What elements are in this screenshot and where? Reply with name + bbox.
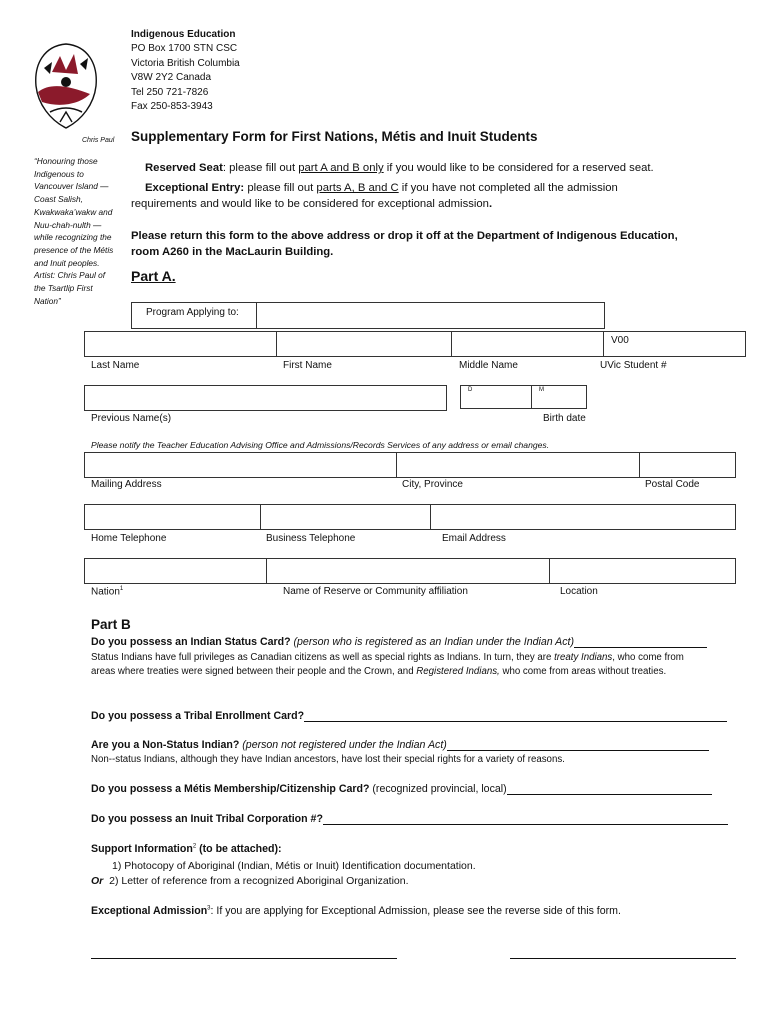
reserved-seat-label: Reserved Seat xyxy=(145,162,223,174)
non-status-description: Non--status Indians, although they have Indian ancestors, have lost their special rights for a variety of reasons. xyxy=(91,754,565,765)
first-name-field[interactable] xyxy=(276,331,452,357)
business-telephone-label: Business Telephone xyxy=(266,533,356,544)
support-option-1: 1) Photocopy of Aboriginal (Indian, Métis or Inuit) Identification documentation. xyxy=(112,860,476,872)
registered-indians-term: Registered Indians, xyxy=(416,666,500,677)
answer-line[interactable] xyxy=(323,813,728,825)
part-b-heading: Part B xyxy=(91,617,131,632)
footnote-marker: 1 xyxy=(119,586,124,592)
home-telephone-field[interactable] xyxy=(84,504,261,530)
support-information-heading xyxy=(91,843,731,855)
email-address-label: Email Address xyxy=(442,533,506,544)
support-label: Support Information xyxy=(91,843,193,855)
program-label: Program Applying to: xyxy=(146,307,239,318)
month-marker: M xyxy=(539,387,544,393)
footnote-marker: 3 xyxy=(207,905,211,912)
question-note: (person not registered under the Indian Act) xyxy=(239,739,447,751)
middle-name-field[interactable] xyxy=(451,331,604,357)
exceptional-admission-note xyxy=(91,905,731,917)
postal-code-field[interactable] xyxy=(639,452,736,478)
mailing-address-label: Mailing Address xyxy=(91,479,162,490)
return-instructions: Please return this form to the above address or drop it off at the Department of Indigenous Education, room A260 in the MacLaurin Building. xyxy=(131,230,678,258)
org-address-line: PO Box 1700 STN CSC xyxy=(131,43,238,55)
part-a-heading: Part A. xyxy=(131,268,176,284)
middle-name-label: Middle Name xyxy=(459,360,518,371)
day-marker: D xyxy=(468,387,473,393)
city-province-label: City, Province xyxy=(402,479,463,490)
status-card-question xyxy=(91,636,731,648)
v00-prefix: V00 xyxy=(611,335,629,346)
last-name-label: Last Name xyxy=(91,360,140,371)
nation-label xyxy=(91,586,123,597)
org-address-block xyxy=(131,28,240,114)
question-note: (person who is registered as an Indian under the Indian Act) xyxy=(290,636,575,648)
support-tail: (to be attached): xyxy=(196,843,282,855)
question-text: Do you possess a Tribal Enrollment Card? xyxy=(91,710,305,722)
email-address-field[interactable] xyxy=(430,504,736,530)
reserved-seat-instruction xyxy=(145,162,654,174)
exceptional-entry-instruction xyxy=(131,180,631,212)
instruction-text: if you have not completed all the admission requirements and would like to be considered for exceptional admission xyxy=(131,182,618,210)
postal-code-label: Postal Code xyxy=(645,479,700,490)
date-line[interactable] xyxy=(510,958,736,959)
answer-line[interactable] xyxy=(507,783,712,795)
exceptional-admission-label: Exceptional Admission xyxy=(91,905,208,917)
reserve-community-label: Name of Reserve or Community affiliation xyxy=(283,586,468,597)
question-text: Do you possess an Inuit Tribal Corporation #? xyxy=(91,813,323,825)
description-text: who come from areas without treaties. xyxy=(499,666,667,677)
location-label: Location xyxy=(560,586,598,597)
tribal-enrollment-question xyxy=(91,710,731,722)
exceptional-admission-text: : If you are applying for Exceptional Admission, please see the reverse side of this form. xyxy=(210,905,621,917)
home-telephone-label: Home Telephone xyxy=(91,533,167,544)
exceptional-entry-label: Exceptional Entry: xyxy=(145,182,245,194)
signature-line[interactable] xyxy=(91,958,397,959)
first-name-label: First Name xyxy=(283,360,332,371)
instruction-text: : please fill out xyxy=(222,162,299,174)
treaty-indians-term: treaty Indians xyxy=(554,652,613,663)
instruction-text: if you would like to be considered for a reserved seat. xyxy=(383,162,654,174)
org-name: Indigenous Education xyxy=(131,29,236,40)
description-text: , who come from areas where treaties were signed between their people and the Crown, and xyxy=(91,652,684,677)
previous-names-label: Previous Name(s) xyxy=(91,413,172,424)
status-indian-description xyxy=(91,651,691,679)
answer-line[interactable] xyxy=(574,636,707,648)
support-option-2 xyxy=(91,874,691,888)
nation-label-text: Nation xyxy=(91,586,120,598)
answer-line[interactable] xyxy=(447,739,709,751)
org-telephone: Tel 250 721-7826 xyxy=(131,86,209,98)
inuit-corporation-question xyxy=(91,813,731,825)
last-name-field[interactable] xyxy=(84,331,277,357)
logo-quote: “Honouring those Indigenous to Vancouver Island — Coast Salish, Kwakwaka’wakw and Nuu-chah-nulth — while recognizing the presence of the Métis and Inuit peoples. Artist: Chris Paul of the Tsartlip First Nation” xyxy=(34,156,114,306)
question-note: (recognized provincial, local) xyxy=(369,783,507,795)
part-abc-link: parts A, B and C xyxy=(316,182,399,194)
question-text: Do you possess an Indian Status Card? xyxy=(91,636,291,648)
location-field[interactable] xyxy=(549,558,736,584)
question-text: Do you possess a Métis Membership/Citizenship Card? xyxy=(91,783,370,795)
footnote-marker: 2 xyxy=(192,843,197,850)
instruction-text: please fill out xyxy=(244,182,317,194)
business-telephone-field[interactable] xyxy=(260,504,431,530)
previous-names-field[interactable] xyxy=(84,385,447,411)
mailing-address-field[interactable] xyxy=(84,452,397,478)
birth-date-label: Birth date xyxy=(543,413,586,424)
support-option-2-text: 2) Letter of reference from a recognized Aboriginal Organization. xyxy=(109,875,409,887)
metis-card-question xyxy=(91,783,731,795)
city-province-field[interactable] xyxy=(396,452,640,478)
description-text: Status Indians have full privileges as Canadian citizens as well as special rights as Indians. In turn, they are xyxy=(91,652,555,663)
question-text: Are you a Non-Status Indian? xyxy=(91,739,240,751)
student-number-label: UVic Student # xyxy=(600,360,667,371)
non-status-question xyxy=(91,739,731,751)
or-label: Or xyxy=(91,875,104,887)
answer-line[interactable] xyxy=(304,710,727,722)
indigenous-education-logo xyxy=(30,42,102,132)
instruction-period: . xyxy=(488,198,493,210)
org-address-line: Victoria British Columbia xyxy=(131,57,240,69)
part-ab-link: part A and B only xyxy=(298,162,384,174)
org-address-line: V8W 2Y2 Canada xyxy=(131,72,212,84)
form-title: Supplementary Form for First Nations, Métis and Inuit Students xyxy=(131,129,538,144)
field-divider xyxy=(256,303,257,328)
nation-field[interactable] xyxy=(84,558,267,584)
org-fax: Fax 250-853-3943 xyxy=(131,101,213,113)
logo-credit: Chris Paul xyxy=(82,137,115,144)
address-change-notice: Please notify the Teacher Education Advising Office and Admissions/Records Services of any address or email changes. xyxy=(91,440,550,450)
reserve-community-field[interactable] xyxy=(266,558,550,584)
